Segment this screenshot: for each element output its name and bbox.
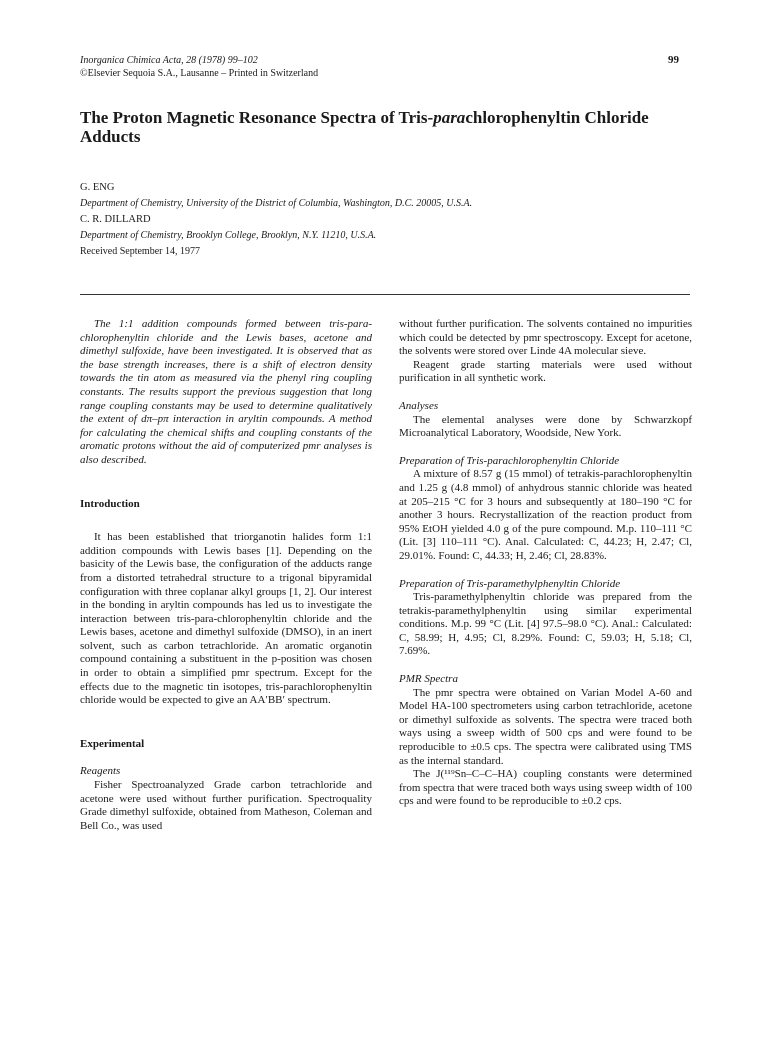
affiliation-1: Department of Chemistry, University of the District of Columbia, Washington, D.C. 20005, U.S.A. xyxy=(80,198,473,209)
author-block xyxy=(80,180,700,260)
reagents-paragraph-2: Reagent grade starting materials were used without purification in all synthetic work. xyxy=(399,358,692,385)
preparation-1-heading: Preparation of Tris-parachlorophenyltin Chloride xyxy=(399,454,620,467)
preparation-2-heading: Preparation of Tris-paramethylphenyltin Chloride xyxy=(399,577,621,590)
reagents-heading: Reagents xyxy=(80,765,121,778)
introduction-heading: Introduction xyxy=(80,497,140,510)
pmr-spectra-text-2: The J(¹¹⁹Sn–C–C–HA) coupling constants were determined from spectra that were traced both ways using sweep width of 100 cps and were found to be reproducible to ±0.2 cps. xyxy=(399,768,692,808)
affiliation-2: Department of Chemistry, Brooklyn College, Brooklyn, N.Y. 11210, U.S.A. xyxy=(80,230,377,241)
publisher-line: ©Elsevier Sequoia S.A., Lausanne – Printed in Switzerland xyxy=(80,68,319,79)
analyses-text: The elemental analyses were done by Schwarzkopf Microanalytical Laboratory, Woodside, New York. xyxy=(399,413,692,440)
title-italic: para xyxy=(433,108,466,127)
author-1: G. ENG xyxy=(80,182,115,193)
journal-citation: Inorganica Chimica Acta, 28 (1978) 99–102 xyxy=(80,55,258,66)
reagents-text: Fisher Spectroanalyzed Grade carbon tetrachloride and acetone were used without further purification. Spectroquality Grade dimethyl sulfoxide, obtained from Matheson, Coleman and Bell Co., was used xyxy=(80,779,372,832)
abstract: The 1:1 addition compounds formed between tris-para-chlorophenyltin chloride and the Lewis bases, acetone and dimethyl sulfoxide, have been investigated. It is observed that as the base strength increases, there is a shift of electron density towards the tin atom as measured via the phenyl ring coupling constants. The results support the previous suggestion that long range coupling constants may be used to determine qualitatively the extent of dπ–pπ interaction in aryltin compounds. A method for calculating the chemical shifts and coupling constants of the aromatic protons without the aid of computerized pmr analyses is also described. xyxy=(80,318,372,466)
preparation-1-text: A mixture of 8.57 g (15 mmol) of tetrakis-parachlorophenyltin and 1.25 g (4.8 mmol) of anhydrous stannic chloride was heated at 205–215 °C for 3 hours and subsequently at 180–190 °C for another 3 hours. Recrystallization of the reaction product from 95% EtOH yielded 4.0 g of the pure compound. M.p. 110–111 °C (Lit. [3] 110–111 °C). Anal. Calculated: C, 44.23; H, 2.47; Cl, 29.01%. Found: C, 44.33; H, 2.46; Cl, 28.83%. xyxy=(399,468,692,562)
header-divider xyxy=(80,294,690,295)
analyses-heading: Analyses xyxy=(399,399,439,412)
left-column xyxy=(80,318,372,833)
received-date: Received September 14, 1977 xyxy=(80,246,200,257)
title-part2: chlorophenyltin Chloride Adducts xyxy=(80,108,649,146)
right-column xyxy=(399,318,692,809)
preparation-2-text: Tris-paramethylphenyltin chloride was prepared from the tetrakis-paramethylphenyltin using similar experimental conditions. M.p. 99 °C (Lit. [4] 97.5–98.0 °C). Anal.: Calculated: C, 58.99; H, 4.95; Cl, 8.29%. Found: C, 59.03; H, 5.18; Cl, 7.69%. xyxy=(399,591,692,658)
reagents-continued: without further purification. The solvents contained no impurities which could be detected by pmr spectroscopy. Except for acetone, the solvents were stored over Linde 4A molecular sieve. xyxy=(399,318,692,358)
article-title xyxy=(80,108,690,146)
author-2: C. R. DILLARD xyxy=(80,214,151,225)
title-part1: The Proton Magnetic Resonance Spectra of Tris- xyxy=(80,108,434,127)
journal-header xyxy=(80,54,318,80)
page-number: 99 xyxy=(668,54,679,66)
pmr-spectra-text-1: The pmr spectra were obtained on Varian Model A-60 and Model HA-100 spectrometers using carbon tetrachloride, acetone or dimethyl sulfoxide as solvents. The spectra were traced both ways using a sweep width of 500 cps and were found to be reproducible to ±0.5 cps. The spectra were calibrated using TMS as the internal standard. xyxy=(399,686,692,767)
experimental-heading: Experimental xyxy=(80,737,145,750)
pmr-spectra-heading: PMR Spectra xyxy=(399,673,458,686)
introduction-text: It has been established that triorganotin halides form 1:1 addition compounds with Lewis bases [1]. Depending on the basicity of the Lewis base, the configuration of the adducts range from a distorted tetrahedral structure to a trigonal bipyramidal configuration with three coplanar alkyl groups [1, 2]. Our interest in the bonding in aryltin compounds has led us to investigate the interaction between tris-para-chlorophenyltin chloride and the Lewis bases, acetone and dimethyl sulfoxide (DMSO), in an inert solvent, such as carbon tetrachloride. An aromatic organotin compound containing a substituent in the p-position was chosen in order to obtain a simplified pmr spectrum. Except for the effects due to the magnetic tin isotopes, tris-parachlorophenyltin chloride would be expected to give an AA′BB′ spectrum. xyxy=(80,531,372,707)
